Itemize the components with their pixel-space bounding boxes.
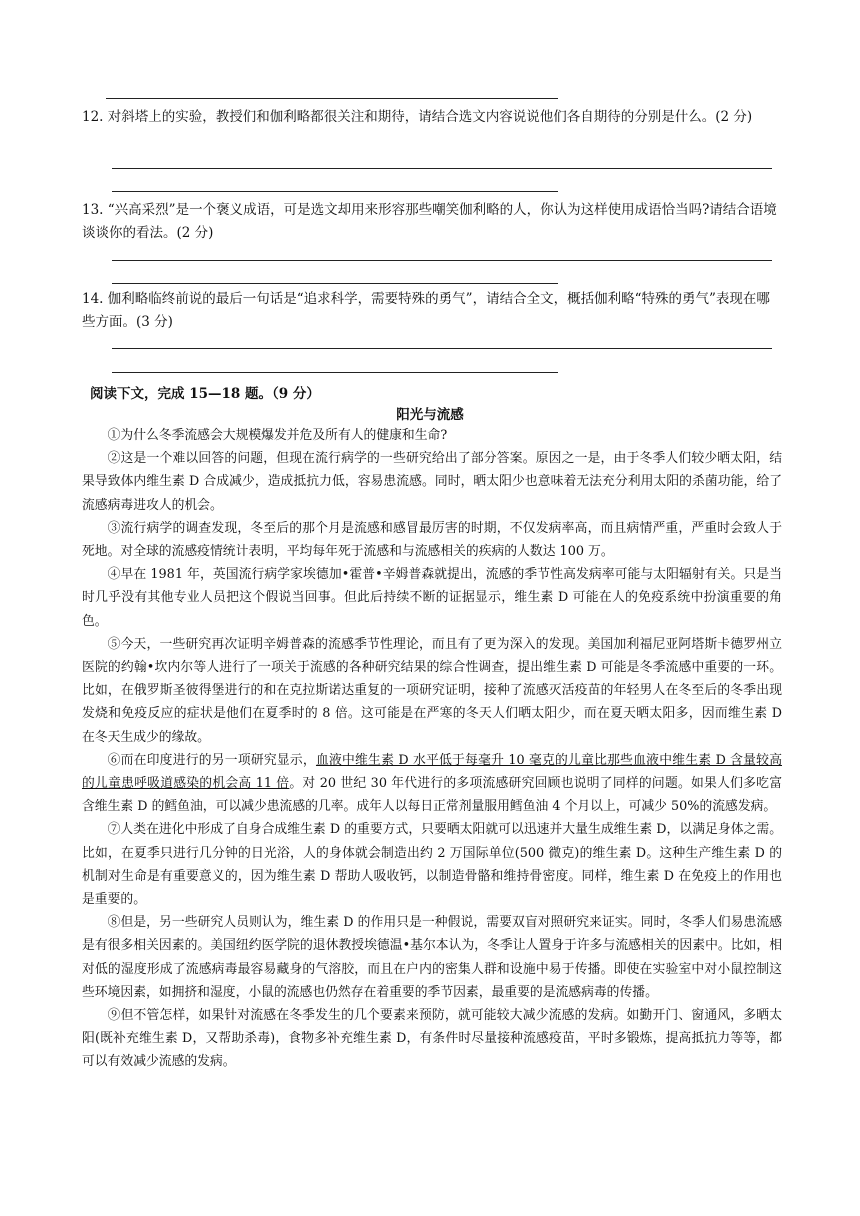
paragraph-8: ⑧但是，另一些研究人员则认为，维生素 D 的作用只是一种假说，需要双盲对照研究来证实。同时，冬季人们易患流感是有很多相关因素的。美国纽约医学院的退休教授埃德温•基尔本认为，冬季让人置身于许多与流感相关的因素中。比如，相对低的湿度形成了流感病毒最容易藏身的气溶胶，而且在户内的密集人群和设施中易于传播。即使在实验室中对小鼠控制这些环境因素，如拥挤和湿度，小鼠的流感也仍然存在着重要的季节因素，最重要的是流感病毒的传播。	[82, 915, 782, 1000]
paragraph-3: ③流行病学的调查发现，冬至后的那个月是流感和感冒最厉害的时期，不仅发病率高，而且病情严重，严重时会致人于死地。对全球的流感疫情统计表明，平均每年死于流感和与流感相关的疾病的人数达 100 万。	[82, 520, 782, 560]
paragraph-2: ②这是一个难以回答的问题，但现在流行病学的一些研究给出了部分答案。原因之一是，由于冬季人们较少晒太阳，结果导致体内维生素 D 合成减少，造成抵抗力低，容易患流感。同时，晒太阳少也意味着无法充分利用太阳的杀菌功能，给了流感病毒进攻人的机会。	[82, 451, 782, 513]
underlined-sentence: 血液中维生素 D 水平低于每毫升 10 毫克的儿童比那些血液中维生素 D 含量较高的儿童患呼吸道感染的机会高 11 倍	[82, 752, 783, 792]
question-13: 13. “兴高采烈”是一个褒义成语，可是选文却用来形容那些嘲笑伽利略的人，你认为这样使用成语恰当吗?请结合语境谈谈你的看法。(2 分)	[82, 202, 777, 241]
paragraph-6-rest: 。对 20 世纪 30 年代进行的多项流感研究回顾也说明了同样的问题。如果人们多吃富含维生素 D 的鳕鱼油，可以减少患流感的几率。成年人以每日正常剂量服用鳕鱼油 4 个月以上，可减少 50%的流感发病。	[82, 776, 783, 815]
answer-line-q13-1[interactable]	[112, 260, 772, 261]
answer-line-q12-1[interactable]	[112, 168, 772, 169]
answer-line-q14-1[interactable]	[112, 348, 772, 349]
answer-line-q12-2[interactable]	[112, 191, 558, 192]
article-body	[82, 424, 782, 1074]
paragraph-7: ⑦人类在进化中形成了自身合成维生素 D 的重要方式，只要晒太阳就可以迅速并大量生成维生素 D，以满足身体之需。比如，在夏季只进行几分钟的日光浴，人的身体就会制造出约 2 万国际单位(500 微克)的维生素 D。这种生产维生素 D 的机制对生命是有重要意义的，因为维生素 D 帮助人吸收钙，以制造骨骼和维持骨密度。同样，维生素 D 在免疫上的作用也是重要的。	[82, 822, 782, 908]
paragraph-6	[82, 749, 782, 819]
paragraph-1: ①为什么冬季流感会大规模爆发并危及所有人的健康和生命?	[107, 428, 448, 443]
article-title: 阳光与流感	[396, 407, 464, 423]
question-12: 12. 对斜塔上的实验，教授们和伽利略都很关注和期待，请结合选文内容说说他们各自期待的分别是什么。(2 分)	[82, 109, 753, 125]
paragraph-6-lead: ⑥而在印度进行的另一项研究显示，	[107, 752, 316, 768]
answer-line-q13-2[interactable]	[112, 283, 558, 284]
question-14: 14. 伽利略临终前说的最后一句话是“追求科学，需要特殊的勇气”，请结合全文，概括伽利略“特殊的勇气”表现在哪些方面。(3 分)	[82, 291, 770, 330]
answer-line	[106, 98, 558, 99]
section-heading: 阅读下文，完成 15—18 题。（9 分）	[90, 386, 320, 402]
answer-line-q14-2[interactable]	[112, 372, 558, 373]
paragraph-9: ⑨但不管怎样，如果针对流感在冬季发生的几个要素来预防，就可能较大减少流感的发病。如勤开门、窗通风，多晒太阳(既补充维生素 D，又帮助杀毒)，食物多补充维生素 D，有条件时尽量接种流感疫苗，平时多锻炼，提高抵抗力等等，都可以有效减少流感的发病。	[82, 1008, 782, 1070]
paragraph-5: ⑤今天，一些研究再次证明辛姆普森的流感季节性理论，而且有了更为深入的发现。美国加利福尼亚阿塔斯卡德罗州立医院的约翰•坎内尔等人进行了一项关于流感的各种研究结果的综合性调查，提出维生素 D 可能是冬季流感中重要的一环。比如，在俄罗斯圣彼得堡进行的和在克拉斯诺达重复的一项研究证明，接种了流感灭活疫苗的年轻男人在冬至后的冬季出现发烧和免疫反应的症状是他们在夏季时的 8 倍。这可能是在严寒的冬天人们晒太阳少，而在夏天晒太阳多，因而维生素 D 在冬天生成少的缘故。	[82, 636, 782, 745]
paragraph-4: ④早在 1981 年，英国流行病学家埃德加•霍普•辛姆普森就提出，流感的季节性高发病率可能与太阳辐射有关。只是当时几乎没有其他专业人员把这个假说当回事。但此后持续不断的证据显示，维生素 D 可能在人的免疫系统中扮演重要的角色。	[82, 567, 782, 629]
